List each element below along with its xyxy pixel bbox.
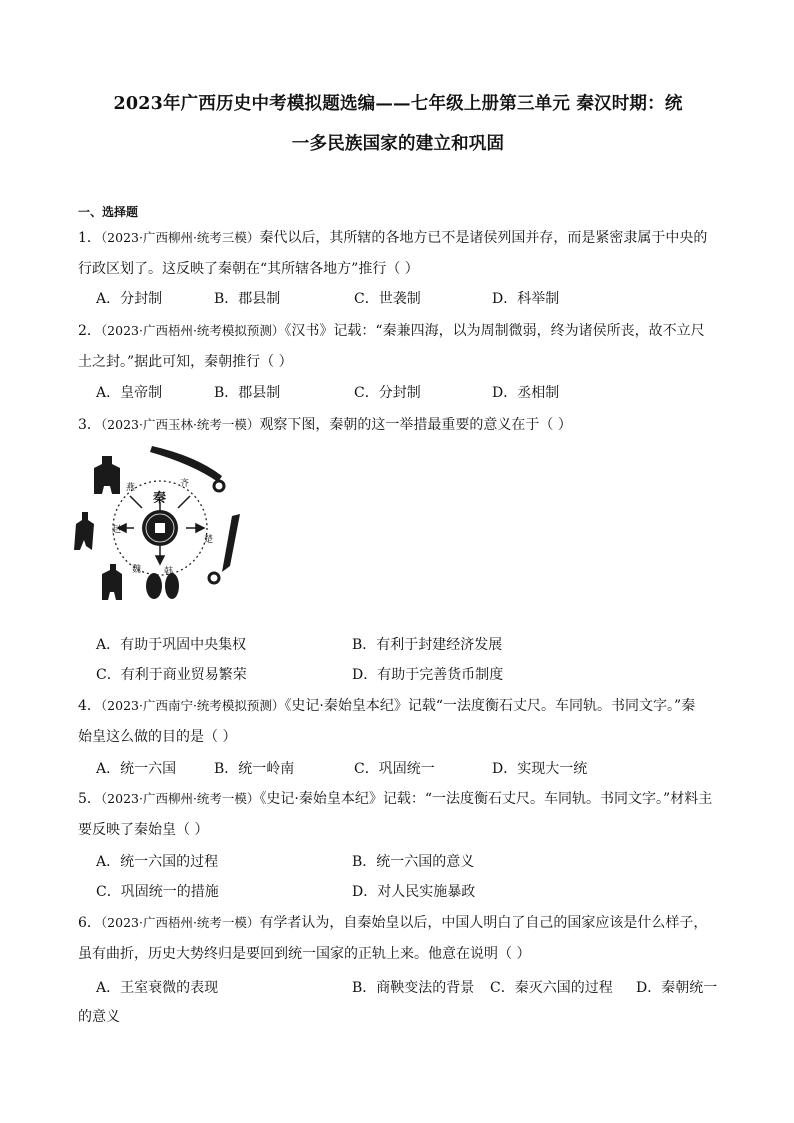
question-stem-cont: 虽有曲折，历史大势终归是要回到统一国家的正轨上来。他意在说明（ ） bbox=[78, 946, 531, 962]
options-q6 bbox=[96, 977, 726, 1001]
question-4 bbox=[78, 690, 718, 753]
coin-unification-figure bbox=[72, 446, 242, 602]
options-q5-row1 bbox=[96, 851, 726, 875]
figure-label-han: 韩 bbox=[164, 567, 174, 577]
question-stem-cont: 土之封。”据此可知，秦朝推行（ ） bbox=[78, 354, 293, 370]
option-d[interactable]: D．对人民实施暴政 bbox=[352, 884, 476, 900]
question-1 bbox=[78, 222, 718, 285]
option-b[interactable]: B．统一六国的意义 bbox=[352, 854, 475, 870]
option-d[interactable]: D．丞相制 bbox=[492, 385, 560, 401]
option-a[interactable]: A．统一六国 bbox=[96, 761, 177, 777]
option-c[interactable]: C．分封制 bbox=[354, 385, 421, 401]
question-source: （2023·广西南宁·统考模拟预测） bbox=[100, 698, 285, 713]
option-c[interactable]: C．世袭制 bbox=[354, 291, 421, 307]
question-stem: 2．（2023·广西梧州·统考模拟预测）《汉书》记载：“秦兼四海，以为周制微弱，终为诸侯所丧，故不立尺 bbox=[78, 323, 705, 339]
option-c[interactable]: C．巩固统一的措施 bbox=[96, 884, 219, 900]
options-q4 bbox=[96, 758, 726, 782]
option-a[interactable]: A．有助于巩固中央集权 bbox=[96, 637, 247, 653]
figure-label-qin: 秦 bbox=[153, 491, 167, 506]
options-q3-row2 bbox=[96, 664, 726, 688]
option-a[interactable]: A．统一六国的过程 bbox=[96, 854, 219, 870]
option-b[interactable]: B．有利于封建经济发展 bbox=[352, 637, 503, 653]
option-a[interactable]: A．王室衰微的表现 bbox=[96, 980, 219, 996]
option-b[interactable]: B．统一岭南 bbox=[214, 761, 295, 777]
option-b[interactable]: B．商鞅变法的背景 bbox=[352, 980, 475, 996]
question-stem: 5．（2023·广西柳州·统考一模）《史记·秦始皇本纪》记载：“一法度衡石丈尺。车同轨。书同文字。”材料主 bbox=[78, 791, 713, 807]
options-q3-row1 bbox=[96, 634, 726, 658]
question-stem: 6．（2023·广西梧州·统考一模）有学者认为，自秦始皇以后，中国人明白了自己的国家应该是什么样子， bbox=[78, 915, 708, 931]
question-3 bbox=[78, 409, 718, 441]
question-6 bbox=[78, 907, 718, 970]
option-c[interactable]: C．秦灭六国的过程 bbox=[490, 980, 613, 996]
option-c[interactable]: C．有利于商业贸易繁荣 bbox=[96, 667, 247, 683]
question-stem-cont: 行政区划了。这反映了秦朝在“其所辖各地方”推行（ ） bbox=[78, 261, 419, 277]
question-5 bbox=[78, 783, 718, 846]
figure-label-wei: 魏 bbox=[132, 565, 142, 575]
options-q5-row2 bbox=[96, 881, 726, 905]
option-c[interactable]: C．巩固统一 bbox=[354, 761, 435, 777]
options-q1 bbox=[96, 288, 726, 312]
option-d[interactable]: D．实现大一统 bbox=[492, 761, 588, 777]
question-source: （2023·广西柳州·统考三模） bbox=[100, 230, 260, 245]
option-d[interactable]: D．科举制 bbox=[492, 291, 560, 307]
question-source: （2023·广西柳州·统考一模） bbox=[100, 791, 260, 806]
option-a[interactable]: A．皇帝制 bbox=[96, 385, 163, 401]
option-d[interactable]: D．秦朝统一 bbox=[636, 980, 718, 996]
figure-label-yan: 燕 bbox=[126, 483, 136, 493]
section-heading: 一、选择题 bbox=[78, 205, 139, 219]
question-stem: 1．（2023·广西柳州·统考三模）秦代以后，其所辖的各地方已不是诸侯列国并存，而是紧密隶属于中央的 bbox=[78, 230, 708, 246]
question-source: （2023·广西梧州·统考模拟预测） bbox=[100, 323, 285, 338]
title-line-2: 一多民族国家的建立和巩固 bbox=[291, 134, 505, 154]
figure-label-qi: 齐 bbox=[180, 479, 190, 489]
title-line-1: 2023年广西历史中考模拟题选编——七年级上册第三单元 秦汉时期：统 bbox=[113, 94, 683, 114]
question-stem: 4．（2023·广西南宁·统考模拟预测）《史记·秦始皇本纪》记载“一法度衡石丈尺。车同轨。书同文字。”秦 bbox=[78, 698, 696, 714]
question-source: （2023·广西梧州·统考一模） bbox=[100, 915, 260, 930]
option-a[interactable]: A．分封制 bbox=[96, 291, 163, 307]
question-stem-cont: 要反映了秦始皇（ ） bbox=[78, 822, 209, 838]
question-source: （2023·广西玉林·统考一模） bbox=[100, 417, 260, 432]
option-b[interactable]: B．郡县制 bbox=[214, 385, 281, 401]
option-d[interactable]: D．有助于完善货币制度 bbox=[352, 667, 504, 683]
question-stem: 3．（2023·广西玉林·统考一模）观察下图，秦朝的这一举措最重要的意义在于（ ） bbox=[78, 417, 572, 433]
question-2 bbox=[78, 315, 718, 378]
figure-label-chu: 楚 bbox=[204, 535, 214, 545]
document-title bbox=[78, 84, 718, 164]
figure-label-zhao: 赵 bbox=[112, 525, 122, 535]
options-q2 bbox=[96, 382, 726, 406]
option-b[interactable]: B．郡县制 bbox=[214, 291, 281, 307]
question-stem-cont: 始皇这么做的目的是（ ） bbox=[78, 729, 237, 745]
option-d-wrap: 的意义 bbox=[78, 1009, 120, 1025]
